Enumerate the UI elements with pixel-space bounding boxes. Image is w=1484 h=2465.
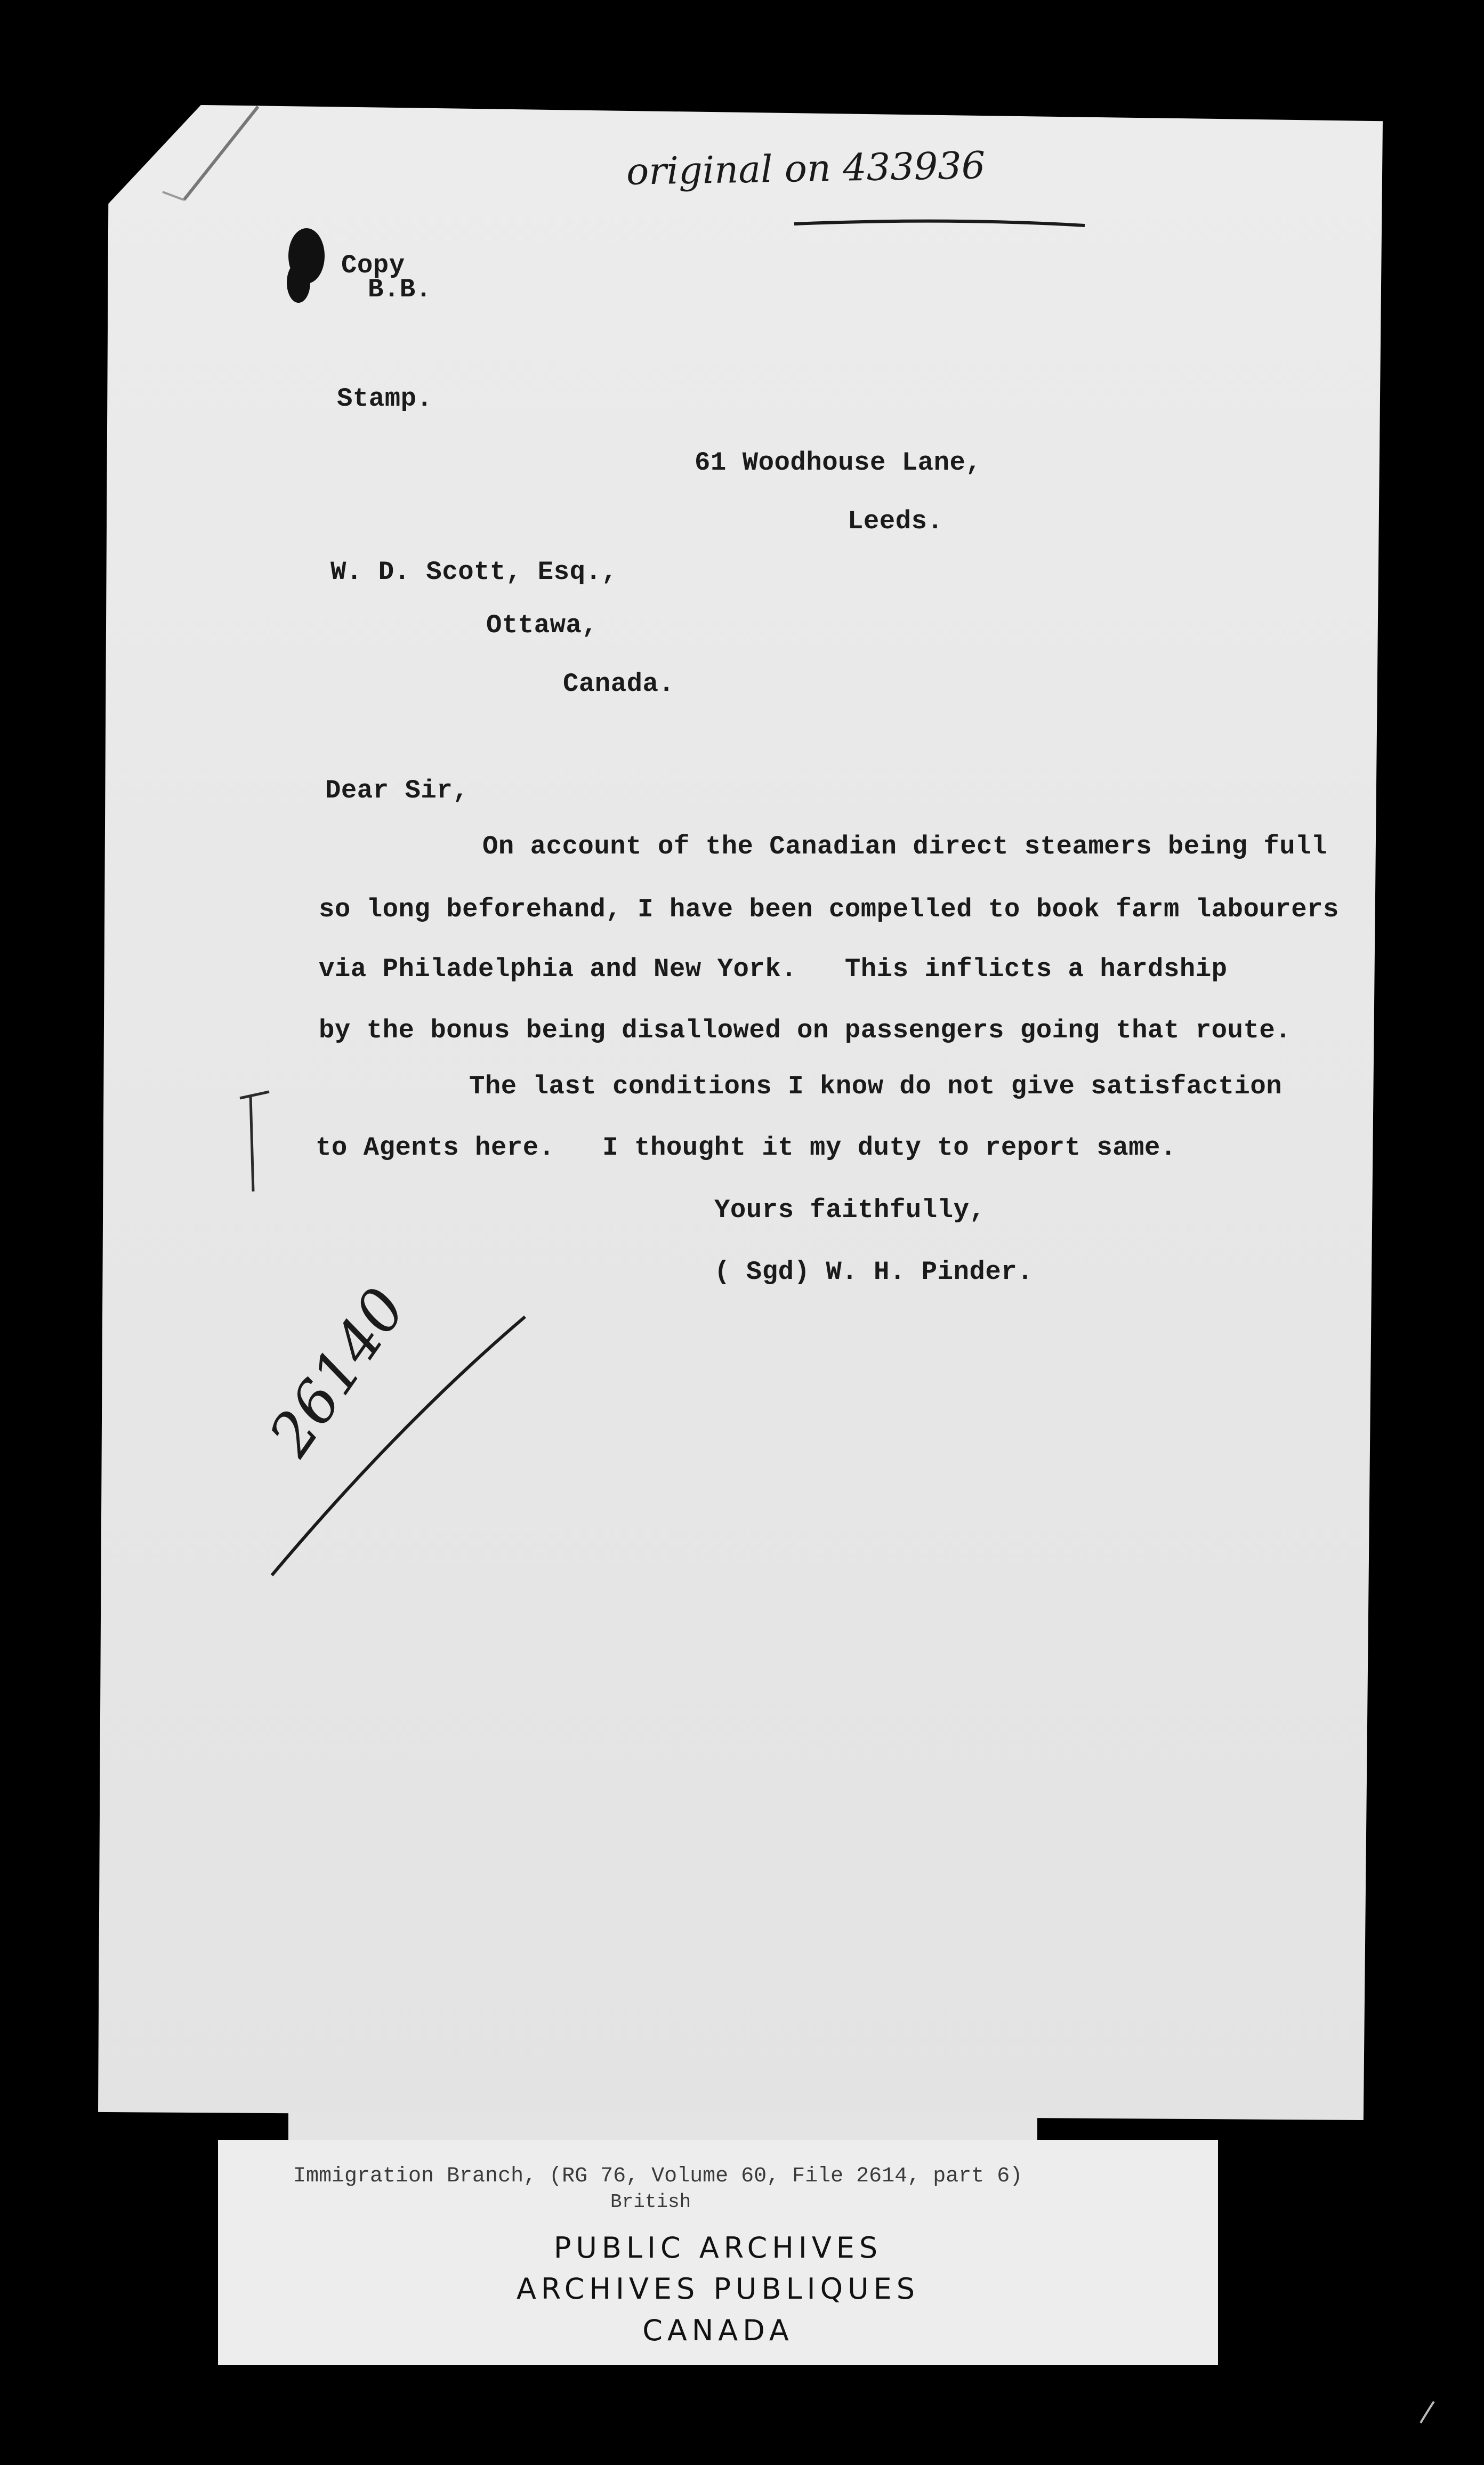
handwritten-file-number: 26140 [256,1276,419,1468]
recipient-name: W. D. Scott, Esq., [330,557,618,587]
salutation: Dear Sir, [325,776,469,805]
archive-label-line-1: PUBLIC ARCHIVES [553,2231,883,2265]
closing: Yours faithfully, [714,1195,986,1225]
body-line-6: to Agents here. I thought it my duty to report same. [316,1133,1176,1163]
body-line-2: so long beforehand, I have been compelled to book farm labourers [319,895,1339,924]
sender-city: Leeds. [848,506,943,536]
stamp-note: Stamp. [337,384,433,414]
archive-label-line-2: ARCHIVES PUBLIQUES [516,2272,920,2306]
body-line-4: by the bonus being disallowed on passengers going that route. [319,1016,1292,1045]
body-line-5: The last conditions I know do not give satisfaction [469,1072,1283,1101]
archive-label-line-3: CANADA [642,2314,794,2347]
body-line-3: via Philadelphia and New York. This inflicts a hardship [319,954,1228,984]
copy-label: Copy [341,251,405,280]
signature: ( Sgd) W. H. Pinder. [714,1257,1034,1287]
recipient-city: Ottawa, [486,610,598,640]
sender-street: 61 Woodhouse Lane, [695,448,982,478]
archive-reference-line: Immigration Branch, (RG 76, Volume 60, File 2614, part 6) [293,2164,1023,2188]
copy-initials: B.B. [368,275,432,304]
body-line-1: On account of the Canadian direct steamers being full [482,832,1327,861]
archive-reference-subline: British [610,2191,691,2213]
recipient-country: Canada. [563,669,675,699]
handwritten-annotation-original: original on 433936 [626,143,986,194]
